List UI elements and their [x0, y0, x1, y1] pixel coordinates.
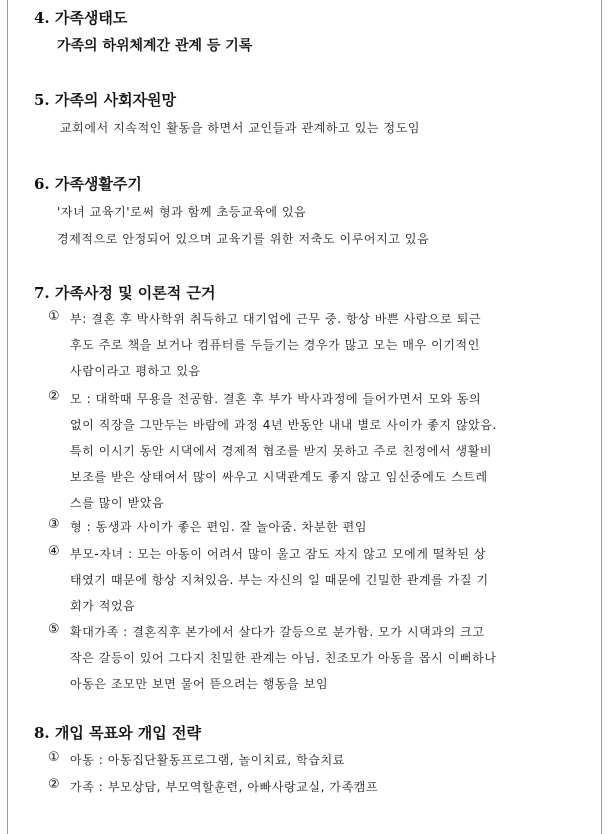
section-6-text-line-2: 경제적으로 안정되어 있으며 교육기를 위한 저축도 이루어지고 있음 — [57, 232, 430, 246]
item-text-line: 가족 : 부모상담, 부모역할훈련, 아빠사랑교실, 가족캠프 — [70, 780, 379, 794]
item-text-line: 아동은 조모만 보면 물어 뜯으려는 행동을 보임 — [70, 677, 329, 691]
item-marker: ② — [48, 777, 60, 792]
item-text-line: 작은 갈등이 있어 그다지 친밀한 관계는 아님. 친조모가 아동을 몹시 이뻐하나 — [70, 651, 497, 665]
item-text-line: 형 : 동생과 사이가 좋은 편임. 잘 놀아줌. 차분한 편임 — [70, 520, 368, 534]
section-7-heading: 7. 가족사정 및 이론적 근거 — [34, 284, 216, 302]
section-4-text: 가족의 하위체계간 관계 등 기록 — [57, 38, 253, 54]
item-marker: ⑤ — [48, 622, 60, 637]
item-marker: ② — [48, 389, 60, 404]
section-5-heading: 5. 가족의 사회자원망 — [34, 91, 177, 109]
section-6-text-line-1: '자녀 교육기'로써 형과 함께 초등교육에 있음 — [57, 205, 307, 219]
item-marker: ① — [48, 750, 60, 765]
page-border-left — [7, 0, 8, 834]
item-text-line: 부: 결혼 후 박사학위 취득하고 대기업에 근무 중. 항상 바쁜 사람으로 퇴근 — [70, 312, 482, 326]
section-4-heading: 4. 가족생태도 — [34, 9, 128, 27]
item-text-line: 보조를 받은 상태여서 많이 싸우고 시댁관계도 좋지 않고 임신중에도 스트레 — [70, 470, 488, 484]
item-text-line: 사람이라고 평하고 있음 — [70, 364, 201, 378]
item-text-line: 확대가족 : 결혼직후 본가에서 살다가 갈등으로 분가함. 모가 시댁과의 크고 — [70, 625, 485, 639]
item-text-line: 모 : 대학때 무용을 전공함. 결혼 후 부가 박사과정에 들어가면서 모와 동의 — [70, 392, 482, 406]
section-6-heading: 6. 가족생활주기 — [34, 175, 142, 193]
item-text-line: 아동 : 아동집단활동프로그램, 놀이치료, 학습치료 — [70, 753, 345, 767]
item-marker: ③ — [48, 517, 60, 532]
item-text-line: 부모-자녀 : 모는 아동이 어려서 많이 울고 잠도 자지 않고 모에게 떨착된 상 — [70, 547, 487, 561]
item-marker: ④ — [48, 544, 60, 559]
item-text-line: 회가 적었음 — [70, 599, 136, 613]
item-text-line: 후도 주로 책을 보거나 컴퓨터를 두들기는 경우가 많고 모는 매우 이기적인 — [70, 338, 480, 352]
item-marker: ① — [48, 309, 60, 324]
item-text-line: 특히 이시기 동안 시댁에서 경제적 협조를 받지 못하고 주로 친정에서 생활비 — [70, 444, 493, 458]
item-text-line: 태였기 때문에 항상 지쳐있음. 부는 자신의 일 때문에 긴밀한 관계를 가질 기 — [70, 573, 489, 587]
section-5-text: 교회에서 지속적인 활동을 하면서 교인들과 관계하고 있는 정도임 — [60, 121, 421, 135]
page-border-right — [601, 0, 602, 834]
item-text-line: 스를 많이 받았음 — [70, 496, 165, 510]
item-text-line: 없이 직장을 그만두는 바람에 과정 4년 반동안 내내 별로 사이가 좋지 않았음. — [70, 418, 497, 432]
section-8-heading: 8. 개입 목표와 개입 전략 — [34, 724, 201, 742]
